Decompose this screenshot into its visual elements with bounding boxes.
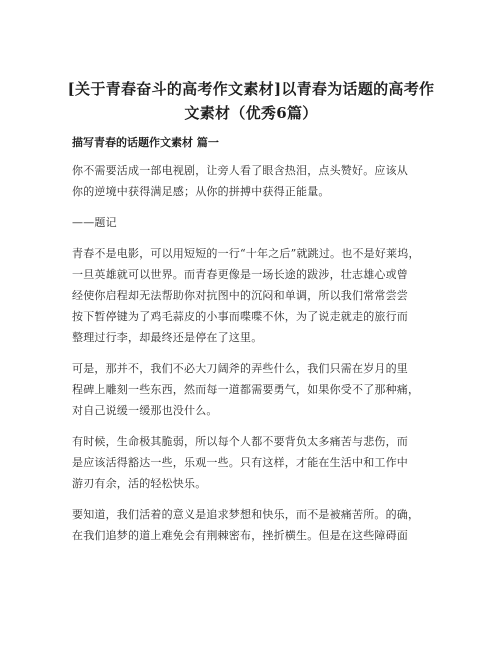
paragraph-line: 按下暂停键为了鸡毛蒜皮的小事而喋喋不休，为了说走就走的旅行而 [72,310,408,323]
paragraph-line: 在我们追梦的道上难免会有荆棘密布，挫折横生。但是在这些障碍面 [72,529,408,542]
paragraph-line: 有时候，生命极其脆弱，所以每个人都不要背负太多痛苦与悲伤，而 [72,435,408,448]
paragraph-line: 你不需要活成一部电视剧，让旁人看了眼含热泪，点头赞好。应该从 [72,164,408,177]
paragraph-line: 整理过行李，却最终还是停在了这里。 [72,331,263,344]
paragraph-line: 可是，那并不，我们不必大刀阔斧的弄些什么，我们只需在岁月的里 [72,362,408,375]
paragraph-line: 一旦英雄就可以世界。而青春更像是一场长途的跋涉，壮志雄心或曾 [72,268,408,281]
paragraph-line: 青春不是电影，可以用短短的一行“十年之后”就跳过。也不是好莱坞， [72,247,420,260]
paragraph-line: 对自己说缓一缓那也没什么。 [72,404,218,417]
paragraph-line: 游刃有余，活的轻松快乐。 [72,477,207,490]
paragraph-line: 你的逆境中获得满足感；从你的拼搏中获得正能量。 [72,185,330,198]
paragraph-line: 经使你启程却无法帮助你对抗图中的沉闷和单调，所以我们常常尝尝 [72,289,408,302]
document-title-line-2: 文素材（优秀6篇） [184,104,318,122]
paragraph-line: 是应该活得豁达一些，乐观一些。只有这样，才能在生活中和工作中 [72,456,408,469]
document-title-line-1: [关于青春奋斗的高考作文素材]以青春为话题的高考作 [67,80,435,98]
paragraph-line: 要知道，我们活着的意义是追求梦想和快乐，而不是被痛苦所。的确， [72,508,420,521]
paragraph-line: 程碑上雕刻一些东西，然而每一道都需要勇气，如果你受不了那种痛， [72,383,420,396]
section-heading: 描写青春的话题作文素材 篇一 [72,136,219,149]
epigraph-attribution: ——题记 [72,216,117,229]
